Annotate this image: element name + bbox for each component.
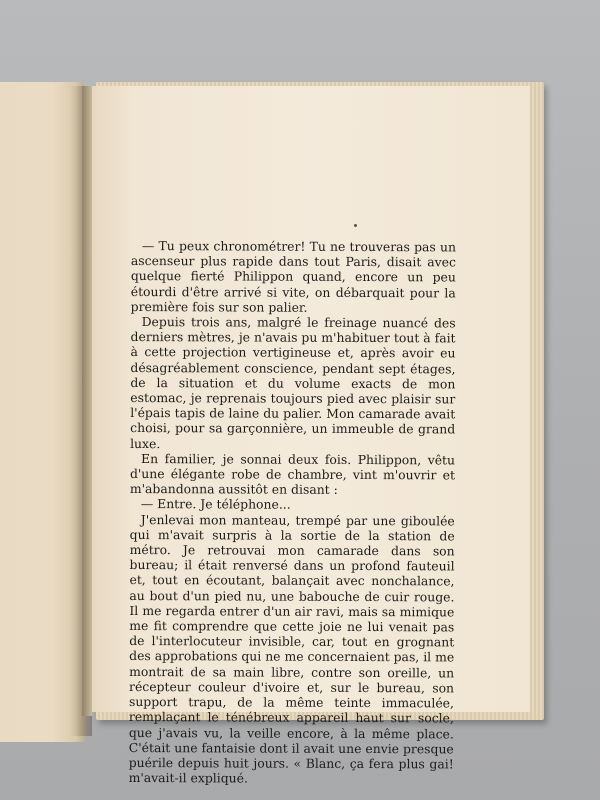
paragraph-2: Depuis trois ans, malgré le freinage nuancé des derniers mètres, je n'avais pu m'habituer tout à fait à cette projection vertigineuse et, après avoir eu désagréablement conscience, pendant sept étages, de la situation et du volume exacts de mon estomac, je reprenais toujours pied avec plaisir sur l'épais tapis de laine du palier. Mon camarade avait choisi, pour sa garçonnière, un immeuble de grand luxe.	[130, 314, 456, 451]
paragraph-3: En familier, je sonnai deux fois. Philippon, vêtu d'une élégante robe de chambre, vint m'ouvrir et m'abandonna aussitôt en disant :	[129, 450, 456, 498]
page-text	[129, 238, 456, 787]
paragraph-1: — Tu peux chronométrer! Tu ne trouveras pas un ascenseur plus rapide dans tout Paris, disait avec quelque fierté Philippon quand, encore un peu étourdi d'être arrivé si vite, on débarquait pour la première fois sur son palier.	[130, 238, 456, 315]
paragraph-4: — Entre. Je téléphone...	[140, 496, 291, 513]
book-gutter	[82, 86, 92, 716]
paragraph-5: J'enlevai mon manteau, trempé par une giboulée qui m'avait surpris à la sortie de la station de métro. Je retrouvai mon camarade dans son bureau; il était renversé dans un profond fauteuil et, tout en écoutant, balançait avec nonchalance, au bout d'un pied nu, une babouche de cuir rouge. Il me regarda entrer d'un air ravi, mais sa mimique me fit comprendre que cette joie ne lui venait pas de l'interlocuteur invisible, car, tout en grognant des approbations qui ne me concernaient pas, il me montrait de sa main libre, contre son oreille, un récepteur couleur d'ivoire et, sur le bureau, son support trapu, de la même teinte immaculée, remplaçant le ténébreux appareil haut sur socle, que j'avais vu, la veille encore, à la même place. C'était une fantaisie dont il avait une envie presque puérile depuis huit jours. « Blanc, ça fera plus gai! m'avait-il expliqué.	[128, 511, 455, 786]
page-mark	[354, 224, 357, 227]
